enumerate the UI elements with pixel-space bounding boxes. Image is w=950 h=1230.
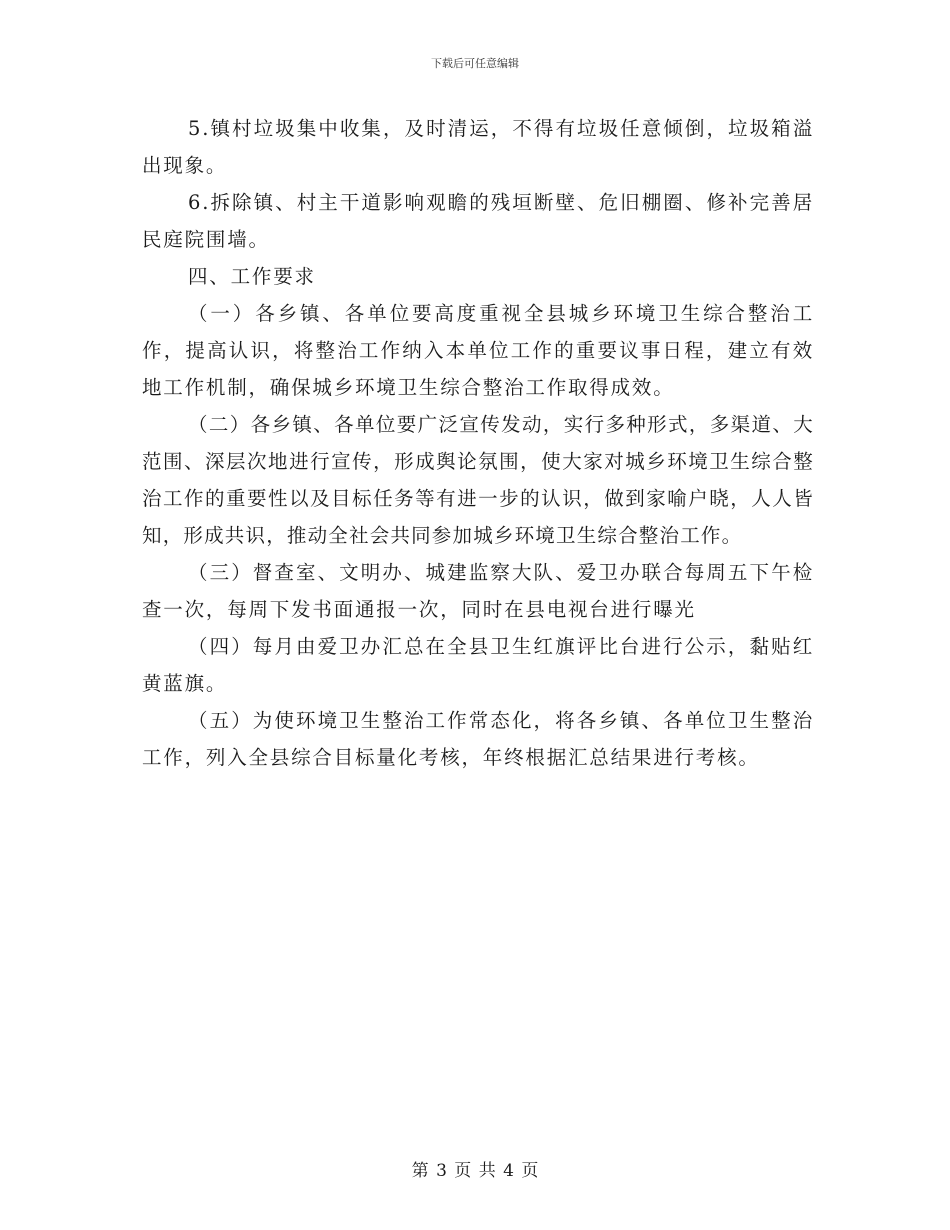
page-header-note: 下载后可任意编辑	[431, 57, 519, 70]
paragraph-item-6: 6.拆除镇、村主干道影响观瞻的残垣断壁、危旧棚圈、修补完善居民庭院围墙。	[142, 191, 814, 251]
paragraph-requirement-5: （五）为使环境卫生整治工作常态化，将各乡镇、各单位卫生整治工作，列入全县综合目标量化考核，年终根据汇总结果进行考核。	[142, 709, 814, 769]
paragraph-requirement-3: （三）督查室、文明办、城建监察大队、爱卫办联合每周五下午检查一次，每周下发书面通报一次，同时在县电视台进行曝光	[142, 561, 814, 621]
section-heading-requirements: 四、工作要求	[188, 265, 316, 288]
paragraph-requirement-1: （一）各乡镇、各单位要高度重视全县城乡环境卫生综合整治工作，提高认识，将整治工作纳入本单位工作的重要议事日程，建立有效地工作机制，确保城乡环境卫生综合整治工作取得成效。	[142, 302, 814, 399]
document-body	[142, 110, 814, 776]
page-number: 第 3 页 共 4 页	[411, 1161, 539, 1181]
paragraph-item-5: 5.镇村垃圾集中收集，及时清运，不得有垃圾任意倾倒，垃圾箱溢出现象。	[142, 117, 814, 177]
paragraph-requirement-2: （二）各乡镇、各单位要广泛宣传发动，实行多种形式，多渠道、大范围、深层次地进行宣传，形成舆论氛围，使大家对城乡环境卫生综合整治工作的重要性以及目标任务等有进一步的认识，做到家喻户晓，人人皆知，形成共识，推动全社会共同参加城乡环境卫生综合整治工作。	[142, 413, 814, 547]
paragraph-requirement-4: （四）每月由爱卫办汇总在全县卫生红旗评比台进行公示，黏贴红黄蓝旗。	[142, 635, 814, 695]
